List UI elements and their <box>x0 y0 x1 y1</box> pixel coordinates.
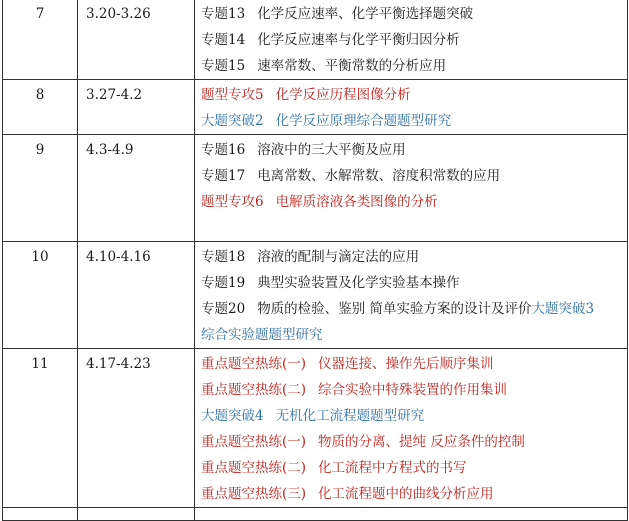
topics-cell <box>195 135 628 242</box>
topic-line <box>201 322 627 348</box>
week-number-cell: 11 <box>3 349 78 508</box>
topic-line <box>201 108 627 134</box>
week-number-cell: 8 <box>3 80 78 135</box>
topic-label: 重点题空热练(三) <box>201 486 307 502</box>
empty-cell <box>195 508 628 521</box>
topic-line <box>201 1 627 27</box>
topic-label: 综合实验题题型研究 <box>201 327 323 343</box>
topic-label: 重点题空热练(二) <box>201 382 307 398</box>
topic-title: 无机化工流程题题型研究 <box>275 408 425 424</box>
topic-line <box>201 27 627 53</box>
table-row <box>3 242 628 349</box>
topic-title: 化学反应历程图像分析 <box>275 87 411 103</box>
topic-title: 化工流程题中的曲线分析应用 <box>318 486 494 502</box>
topic-line <box>201 270 627 296</box>
topic-label: 题型专攻6 <box>201 194 264 210</box>
topic-label: 专题19 <box>201 275 246 291</box>
date-range-cell: 4.10-4.16 <box>78 242 195 349</box>
topic-title: 溶液中的三大平衡及应用 <box>257 142 406 158</box>
week-number-cell: 10 <box>3 242 78 349</box>
table-row <box>3 135 628 242</box>
topic-title: 速率常数、平衡常数的分析应用 <box>257 58 447 74</box>
topic-line <box>201 429 627 455</box>
topics-cell <box>195 242 628 349</box>
topic-line <box>201 377 627 403</box>
table-row <box>3 349 628 508</box>
table-row <box>3 0 628 80</box>
topic-line <box>201 82 627 108</box>
topic-title: 化学反应速率、化学平衡选择题突破 <box>257 6 474 22</box>
topic-title: 化学反应速率与化学平衡归因分析 <box>257 32 460 48</box>
topic-line <box>201 189 627 215</box>
topic-label: 重点题空热练(二) <box>201 460 307 476</box>
topic-title: 溶液的配制与滴定法的应用 <box>257 249 420 265</box>
topic-title: 大题突破3 <box>531 301 595 317</box>
topic-label: 大题突破2 <box>201 113 264 129</box>
week-number-cell: 7 <box>3 0 78 80</box>
topic-label: 专题20 <box>201 301 246 317</box>
topic-line <box>201 481 627 507</box>
topic-title: 物质的检验、鉴别 简单实验方案的设计及评价 <box>257 301 532 317</box>
topic-line <box>201 215 627 241</box>
topic-label: 重点题空热练(一) <box>201 356 307 372</box>
topic-label: 专题15 <box>201 58 246 74</box>
topic-title: 电离常数、水解常数、溶度积常数的应用 <box>257 168 501 184</box>
topic-title: 典型实验装置及化学实验基本操作 <box>257 275 460 291</box>
topic-line <box>201 403 627 429</box>
topic-title: 化工流程中方程式的书写 <box>318 460 467 476</box>
topic-label: 专题17 <box>201 168 246 184</box>
topic-label: 题型专攻5 <box>201 87 264 103</box>
empty-cell <box>3 508 78 521</box>
date-range-cell: 3.27-4.2 <box>78 80 195 135</box>
topic-label: 大题突破4 <box>201 408 264 424</box>
topic-title: 化学反应原理综合题题型研究 <box>275 113 452 129</box>
week-number-cell: 9 <box>3 135 78 242</box>
table-row <box>3 508 628 521</box>
topic-label: 专题18 <box>201 249 246 265</box>
schedule-body <box>3 0 628 521</box>
table-row <box>3 80 628 135</box>
empty-cell <box>78 508 195 521</box>
topic-title: 综合实验中特殊装置的作用集训 <box>318 382 508 398</box>
topic-line <box>201 163 627 189</box>
date-range-cell: 4.3-4.9 <box>78 135 195 242</box>
topic-title: 电解质溶液各类图像的分析 <box>275 194 438 210</box>
topic-label: 专题13 <box>201 6 246 22</box>
schedule-table <box>2 0 628 521</box>
topic-label: 专题14 <box>201 32 246 48</box>
topic-title: 仪器连接、操作先后顺序集训 <box>318 356 494 372</box>
topics-cell <box>195 349 628 508</box>
topic-line <box>201 53 627 79</box>
topic-label: 重点题空热练(一) <box>201 434 307 450</box>
topic-line <box>201 137 627 163</box>
topic-line <box>201 244 627 270</box>
topic-line <box>201 296 627 322</box>
topics-cell <box>195 0 628 80</box>
topic-title: 物质的分离、提纯 反应条件的控制 <box>318 434 525 450</box>
topic-line <box>201 455 627 481</box>
topic-label: 专题16 <box>201 142 246 158</box>
topics-cell <box>195 80 628 135</box>
date-range-cell: 4.17-4.23 <box>78 349 195 508</box>
topic-line <box>201 351 627 377</box>
date-range-cell: 3.20-3.26 <box>78 0 195 80</box>
